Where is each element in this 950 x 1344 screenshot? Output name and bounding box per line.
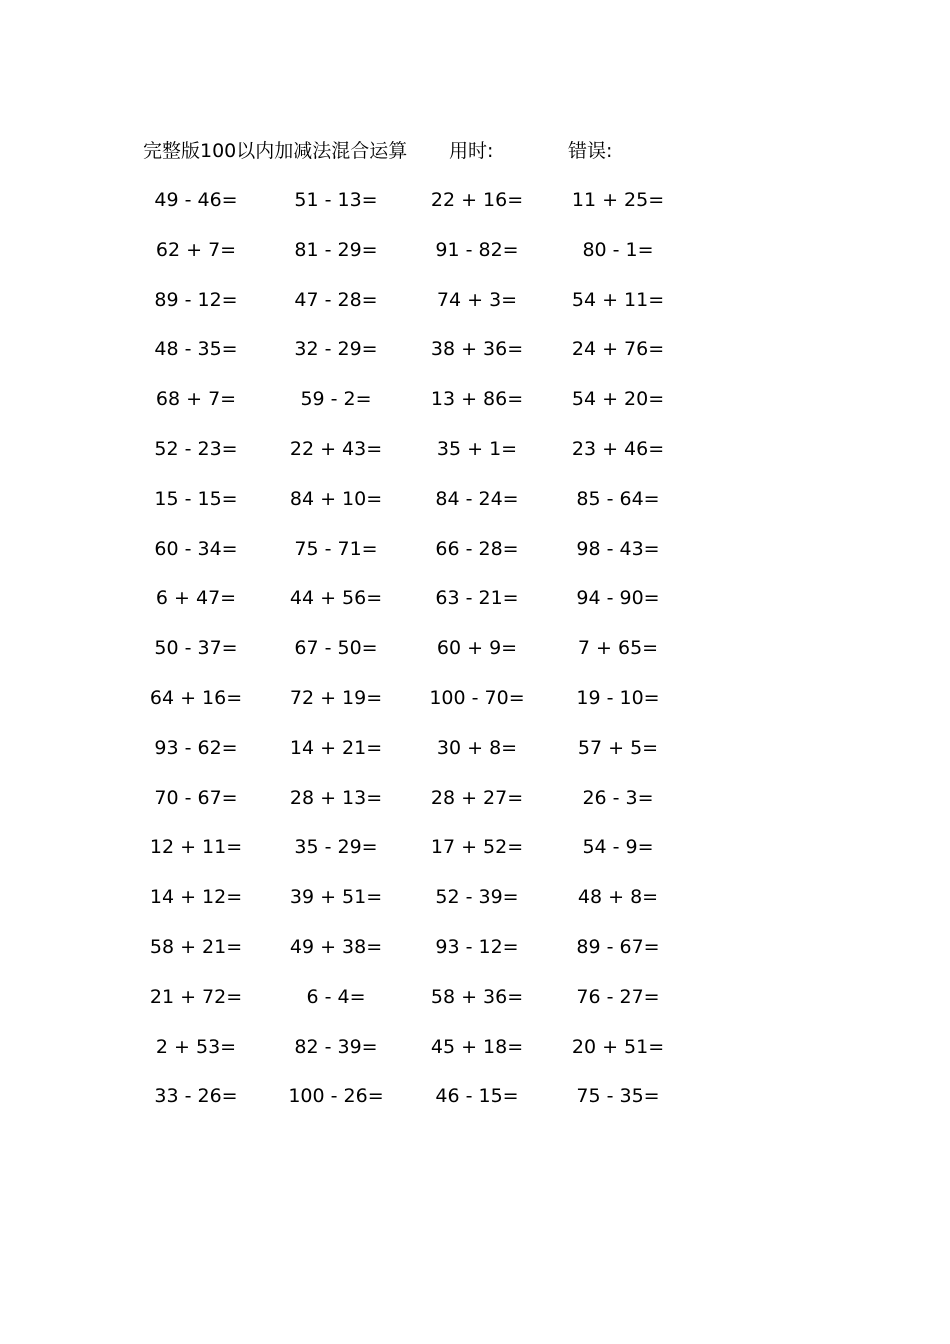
problem-row bbox=[0, 932, 950, 962]
problem-item: 75 - 35= bbox=[576, 1085, 660, 1108]
problem-item: 13 + 86= bbox=[430, 388, 524, 411]
problem-item: 6 + 47= bbox=[155, 587, 237, 610]
problem-item: 14 + 21= bbox=[289, 736, 383, 759]
problem-item: 75 - 71= bbox=[294, 537, 378, 560]
problem-item: 21 + 72= bbox=[149, 985, 243, 1008]
problem-item: 64 + 16= bbox=[149, 687, 243, 709]
problem-item: 48 + 8= bbox=[577, 886, 659, 909]
problem-item: 72 + 19= bbox=[289, 687, 383, 709]
problem-item: 58 + 21= bbox=[149, 936, 243, 958]
problem-row bbox=[0, 633, 950, 663]
problem-item: 35 + 1= bbox=[436, 438, 518, 460]
problem-item: 85 - 64= bbox=[576, 487, 660, 510]
problem-item: 19 - 10= bbox=[576, 687, 660, 709]
problem-item: 94 - 90= bbox=[576, 587, 660, 610]
problem-item: 39 + 51= bbox=[289, 886, 383, 909]
problem-item: 54 + 20= bbox=[571, 388, 665, 411]
problem-item: 7 + 65= bbox=[577, 637, 659, 660]
problem-item: 80 - 1= bbox=[582, 238, 654, 261]
problem-item: 93 - 12= bbox=[435, 936, 519, 958]
problem-row bbox=[0, 235, 950, 265]
problem-item: 2 + 53= bbox=[155, 1035, 237, 1058]
problem-item: 58 + 36= bbox=[430, 985, 524, 1008]
problem-item: 14 + 12= bbox=[149, 886, 243, 909]
problem-row bbox=[0, 583, 950, 613]
problem-item: 82 - 39= bbox=[294, 1035, 378, 1058]
problem-item: 49 + 38= bbox=[289, 936, 383, 958]
problem-item: 51 - 13= bbox=[294, 189, 378, 211]
problem-row bbox=[0, 832, 950, 862]
problem-item: 33 - 26= bbox=[154, 1085, 238, 1108]
problem-row bbox=[0, 285, 950, 315]
problem-item: 50 - 37= bbox=[154, 637, 238, 660]
problem-item: 74 + 3= bbox=[436, 288, 518, 311]
problem-item: 12 + 11= bbox=[149, 836, 243, 859]
problem-item: 100 - 70= bbox=[429, 687, 525, 709]
problem-row bbox=[0, 982, 950, 1012]
problem-item: 93 - 62= bbox=[154, 736, 238, 759]
problem-item: 54 + 11= bbox=[571, 288, 665, 311]
problem-row bbox=[0, 1032, 950, 1062]
problem-item: 76 - 27= bbox=[576, 985, 660, 1008]
problem-item: 49 - 46= bbox=[154, 189, 238, 211]
problem-item: 59 - 2= bbox=[300, 388, 372, 411]
problem-row bbox=[0, 882, 950, 912]
problem-item: 84 - 24= bbox=[435, 487, 519, 510]
problem-item: 67 - 50= bbox=[294, 637, 378, 660]
problem-item: 81 - 29= bbox=[294, 238, 378, 261]
problem-item: 89 - 12= bbox=[154, 288, 238, 311]
problem-item: 57 + 5= bbox=[577, 736, 659, 759]
problem-item: 38 + 36= bbox=[430, 338, 524, 361]
problem-item: 47 - 28= bbox=[294, 288, 378, 311]
problem-item: 60 + 9= bbox=[436, 637, 518, 660]
problem-row bbox=[0, 1081, 950, 1111]
problem-row bbox=[0, 484, 950, 514]
problem-item: 26 - 3= bbox=[582, 786, 654, 809]
problem-row bbox=[0, 384, 950, 414]
problem-item: 6 - 4= bbox=[306, 985, 366, 1008]
problem-item: 70 - 67= bbox=[154, 786, 238, 809]
problem-item: 44 + 56= bbox=[289, 587, 383, 610]
time-label: 用时: bbox=[449, 140, 494, 162]
problem-item: 66 - 28= bbox=[435, 537, 519, 560]
problem-item: 22 + 43= bbox=[289, 438, 383, 460]
problem-item: 91 - 82= bbox=[435, 238, 519, 261]
page-title: 完整版100以内加减法混合运算 bbox=[143, 140, 408, 162]
problem-item: 28 + 13= bbox=[289, 786, 383, 809]
problem-item: 68 + 7= bbox=[155, 388, 237, 411]
problem-item: 32 - 29= bbox=[294, 338, 378, 361]
problem-row bbox=[0, 783, 950, 813]
problem-item: 20 + 51= bbox=[571, 1035, 665, 1058]
problem-item: 30 + 8= bbox=[436, 736, 518, 759]
problem-item: 60 - 34= bbox=[154, 537, 238, 560]
problem-item: 23 + 46= bbox=[571, 438, 665, 460]
problem-item: 28 + 27= bbox=[430, 786, 524, 809]
problem-item: 46 - 15= bbox=[435, 1085, 519, 1108]
problem-row bbox=[0, 534, 950, 564]
problem-item: 52 - 23= bbox=[154, 438, 238, 460]
problem-item: 98 - 43= bbox=[576, 537, 660, 560]
problem-item: 17 + 52= bbox=[430, 836, 524, 859]
problem-item: 45 + 18= bbox=[430, 1035, 524, 1058]
problem-item: 15 - 15= bbox=[154, 487, 238, 510]
problem-item: 100 - 26= bbox=[288, 1085, 384, 1108]
problem-item: 63 - 21= bbox=[435, 587, 519, 610]
problem-row bbox=[0, 334, 950, 364]
problem-row bbox=[0, 185, 950, 215]
problem-item: 11 + 25= bbox=[571, 189, 665, 211]
problem-item: 89 - 67= bbox=[576, 936, 660, 958]
problem-row bbox=[0, 683, 950, 713]
problem-item: 54 - 9= bbox=[582, 836, 654, 859]
problem-item: 35 - 29= bbox=[294, 836, 378, 859]
problem-item: 62 + 7= bbox=[155, 238, 237, 261]
problem-item: 48 - 35= bbox=[154, 338, 238, 361]
error-label: 错误: bbox=[568, 140, 613, 162]
problem-item: 24 + 76= bbox=[571, 338, 665, 361]
problem-item: 22 + 16= bbox=[430, 189, 524, 211]
problem-row bbox=[0, 733, 950, 763]
problem-item: 52 - 39= bbox=[435, 886, 519, 909]
problem-row bbox=[0, 434, 950, 464]
problem-item: 84 + 10= bbox=[289, 487, 383, 510]
